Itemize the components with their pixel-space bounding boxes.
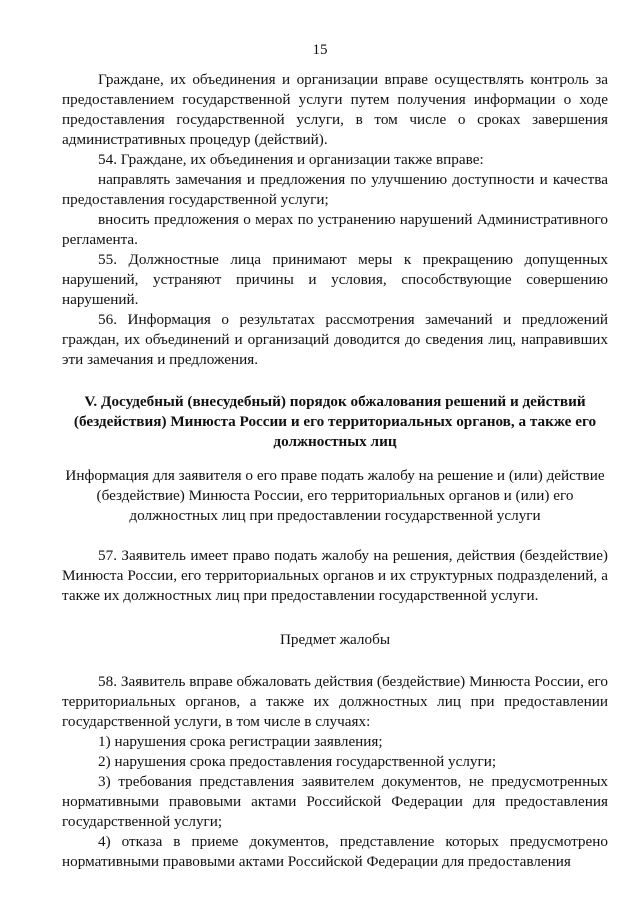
paragraph-56: 56. Информация о результатах рассмотрения замечаний и предложений граждан, их объединений и организаций доводится до сведения лиц, направивших эти замечания и предложения. bbox=[62, 311, 608, 368]
section-v-subheading: Информация для заявителя о его праве подать жалобу на решение и (или) действие (бездействие) Минюста России, его территориальных органов и (или) его должностных лиц при предоставлении государственной услуги bbox=[65, 467, 605, 524]
list-item: 2) нарушения срока предоставления государственной услуги; bbox=[98, 753, 497, 770]
paragraph-54-item-2: вносить предложения о мерах по устранению нарушений Административного регламента. bbox=[62, 211, 608, 248]
section-v-heading: V. Досудебный (внесудебный) порядок обжалования решений и действий (бездействия) Минюста России и его территориальных органов, а также его должностных лиц bbox=[73, 393, 597, 450]
paragraph-54: 54. Граждане, их объединения и организации также вправе: bbox=[98, 151, 484, 168]
paragraph-54-item-1: направлять замечания и предложения по улучшению доступности и качества предоставления государственной услуги; bbox=[62, 171, 608, 208]
document-body bbox=[62, 70, 608, 872]
subject-of-complaint-title: Предмет жалобы bbox=[279, 631, 391, 648]
list-item: 4) отказа в приеме документов, представление которых предусмотрено нормативными правовыми актами Российской Федерации для предоставления bbox=[62, 833, 608, 870]
paragraph-58: 58. Заявитель вправе обжаловать действия (бездействие) Минюста России, его территориальных органов, а также их должностных лиц при предоставлении государственной услуги, в том числе в случаях: bbox=[62, 673, 608, 730]
page-number: 15 bbox=[312, 42, 328, 58]
paragraph-55: 55. Должностные лица принимают меры к прекращению допущенных нарушений, устраняют причины и условия, способствующие совершению нарушений. bbox=[62, 251, 608, 308]
paragraph-57: 57. Заявитель имеет право подать жалобу на решения, действия (бездействие) Минюста России, его территориальных органов и их структурных подразделений, а также их должностных лиц при предоставлении государственной услуги. bbox=[62, 547, 608, 604]
list-item: 1) нарушения срока регистрации заявления; bbox=[98, 733, 383, 750]
paragraph-control: Граждане, их объединения и организации вправе осуществлять контроль за предоставлением государственной услуги путем получения информации о ходе предоставления государственной услуги, в том числе о сроках завершения административных процедур (действий). bbox=[62, 71, 608, 148]
list-item: 3) требования представления заявителем документов, не предусмотренных нормативными правовыми актами Российской Федерации для предоставления государственной услуги; bbox=[62, 773, 608, 830]
